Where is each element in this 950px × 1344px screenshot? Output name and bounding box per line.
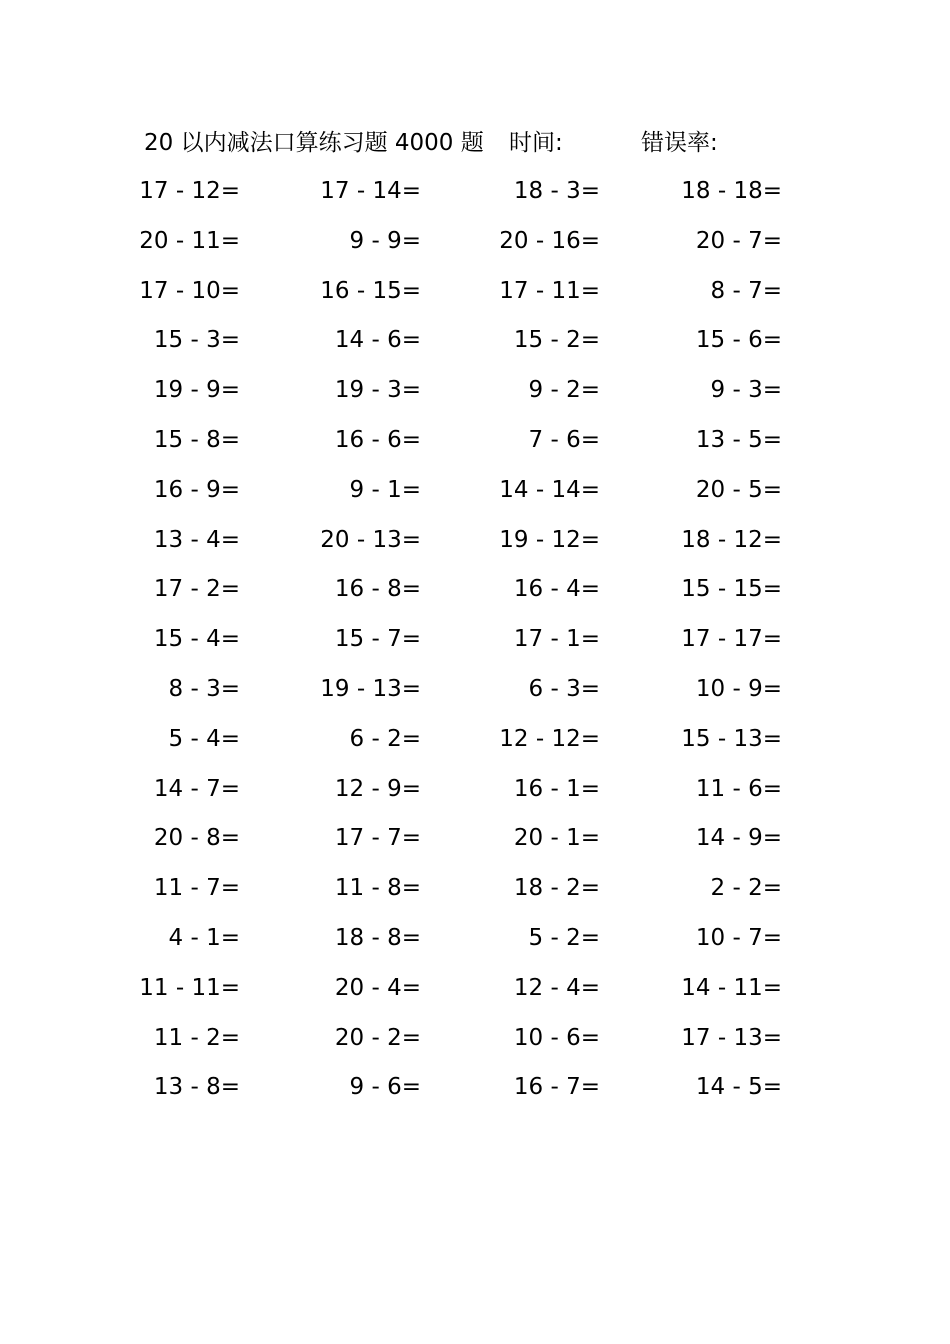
worksheet-header [144, 127, 844, 159]
problem-item: 6 - 3= [528, 675, 600, 702]
problem-item: 16 - 6= [334, 426, 421, 453]
problem-item: 12 - 9= [334, 775, 421, 802]
problem-item: 12 - 12= [499, 725, 600, 752]
problem-row [0, 374, 950, 424]
problem-item: 20 - 4= [334, 974, 421, 1001]
problem-item: 19 - 3= [334, 377, 421, 404]
problem-item: 13 - 4= [153, 526, 240, 553]
problem-item: 17 - 2= [153, 576, 240, 603]
problem-item: 14 - 5= [695, 1074, 782, 1101]
problem-item: 19 - 13= [320, 675, 421, 702]
worksheet-title: 20 以内减法口算练习题 4000 题 [144, 130, 484, 156]
problem-row [0, 573, 950, 623]
problem-item: 5 - 4= [168, 725, 240, 752]
error-rate-label: 错误率: [641, 130, 718, 156]
problem-item: 19 - 9= [153, 377, 240, 404]
problem-item: 6 - 2= [349, 725, 421, 752]
problem-item: 9 - 2= [528, 377, 600, 404]
problem-item: 20 - 1= [513, 825, 600, 852]
problem-row [0, 773, 950, 823]
problem-item: 18 - 12= [681, 526, 782, 553]
problem-item: 9 - 9= [349, 227, 421, 254]
problem-item: 8 - 3= [168, 675, 240, 702]
problem-row [0, 872, 950, 922]
problem-item: 17 - 14= [320, 178, 421, 204]
problem-row [0, 1022, 950, 1072]
problem-item: 13 - 5= [695, 426, 782, 453]
problem-row [0, 275, 950, 325]
problem-item: 16 - 15= [320, 277, 421, 304]
problem-row [0, 723, 950, 773]
problem-item: 5 - 2= [528, 924, 600, 951]
problem-item: 14 - 11= [681, 974, 782, 1001]
problem-item: 20 - 8= [153, 825, 240, 852]
problem-item: 11 - 2= [153, 1024, 240, 1051]
time-label: 时间: [509, 130, 563, 156]
problem-item: 9 - 3= [710, 377, 782, 404]
problem-item: 15 - 3= [153, 327, 240, 354]
problem-row [0, 324, 950, 374]
problem-item: 9 - 1= [349, 476, 421, 503]
problem-item: 14 - 6= [334, 327, 421, 354]
problem-item: 11 - 6= [695, 775, 782, 802]
problem-item: 11 - 8= [334, 875, 421, 902]
problem-item: 15 - 6= [695, 327, 782, 354]
problem-item: 15 - 7= [334, 626, 421, 653]
problem-item: 19 - 12= [499, 526, 600, 553]
problem-item: 4 - 1= [168, 924, 240, 951]
problem-item: 15 - 15= [681, 576, 782, 603]
problem-item: 9 - 6= [349, 1074, 421, 1101]
problem-row [0, 175, 950, 225]
problem-item: 20 - 2= [334, 1024, 421, 1051]
problem-item: 10 - 9= [695, 675, 782, 702]
problem-item: 16 - 8= [334, 576, 421, 603]
problem-item: 18 - 2= [513, 875, 600, 902]
problem-row [0, 822, 950, 872]
problem-item: 20 - 13= [320, 526, 421, 553]
problem-item: 16 - 7= [513, 1074, 600, 1101]
problem-item: 20 - 5= [695, 476, 782, 503]
problem-item: 12 - 4= [513, 974, 600, 1001]
problem-item: 11 - 11= [139, 974, 240, 1001]
problem-item: 15 - 8= [153, 426, 240, 453]
problem-item: 17 - 11= [499, 277, 600, 304]
problem-row [0, 1071, 950, 1121]
problem-item: 10 - 7= [695, 924, 782, 951]
problem-row [0, 424, 950, 474]
problem-item: 20 - 11= [139, 227, 240, 254]
problem-row [0, 474, 950, 524]
problem-item: 17 - 13= [681, 1024, 782, 1051]
problem-row [0, 225, 950, 275]
problem-item: 18 - 8= [334, 924, 421, 951]
problem-row [0, 623, 950, 673]
problem-item: 18 - 18= [681, 178, 782, 204]
problem-item: 14 - 9= [695, 825, 782, 852]
problem-row [0, 922, 950, 972]
problem-row [0, 972, 950, 1022]
problem-row [0, 673, 950, 723]
problem-item: 17 - 7= [334, 825, 421, 852]
problem-item: 17 - 10= [139, 277, 240, 304]
problem-row [0, 524, 950, 574]
problem-item: 10 - 6= [513, 1024, 600, 1051]
problem-item: 16 - 1= [513, 775, 600, 802]
problem-item: 14 - 14= [499, 476, 600, 503]
problem-item: 8 - 7= [710, 277, 782, 304]
problem-item: 15 - 4= [153, 626, 240, 653]
problem-item: 15 - 13= [681, 725, 782, 752]
problem-item: 2 - 2= [710, 875, 782, 902]
problem-grid [0, 175, 950, 1121]
problem-item: 20 - 7= [695, 227, 782, 254]
problem-item: 11 - 7= [153, 875, 240, 902]
problem-item: 15 - 2= [513, 327, 600, 354]
problem-item: 18 - 3= [513, 178, 600, 204]
problem-item: 17 - 17= [681, 626, 782, 653]
problem-item: 17 - 1= [513, 626, 600, 653]
problem-item: 14 - 7= [153, 775, 240, 802]
problem-item: 20 - 16= [499, 227, 600, 254]
problem-item: 13 - 8= [153, 1074, 240, 1101]
problem-item: 16 - 4= [513, 576, 600, 603]
problem-item: 7 - 6= [528, 426, 600, 453]
problem-item: 17 - 12= [139, 178, 240, 204]
problem-item: 16 - 9= [153, 476, 240, 503]
